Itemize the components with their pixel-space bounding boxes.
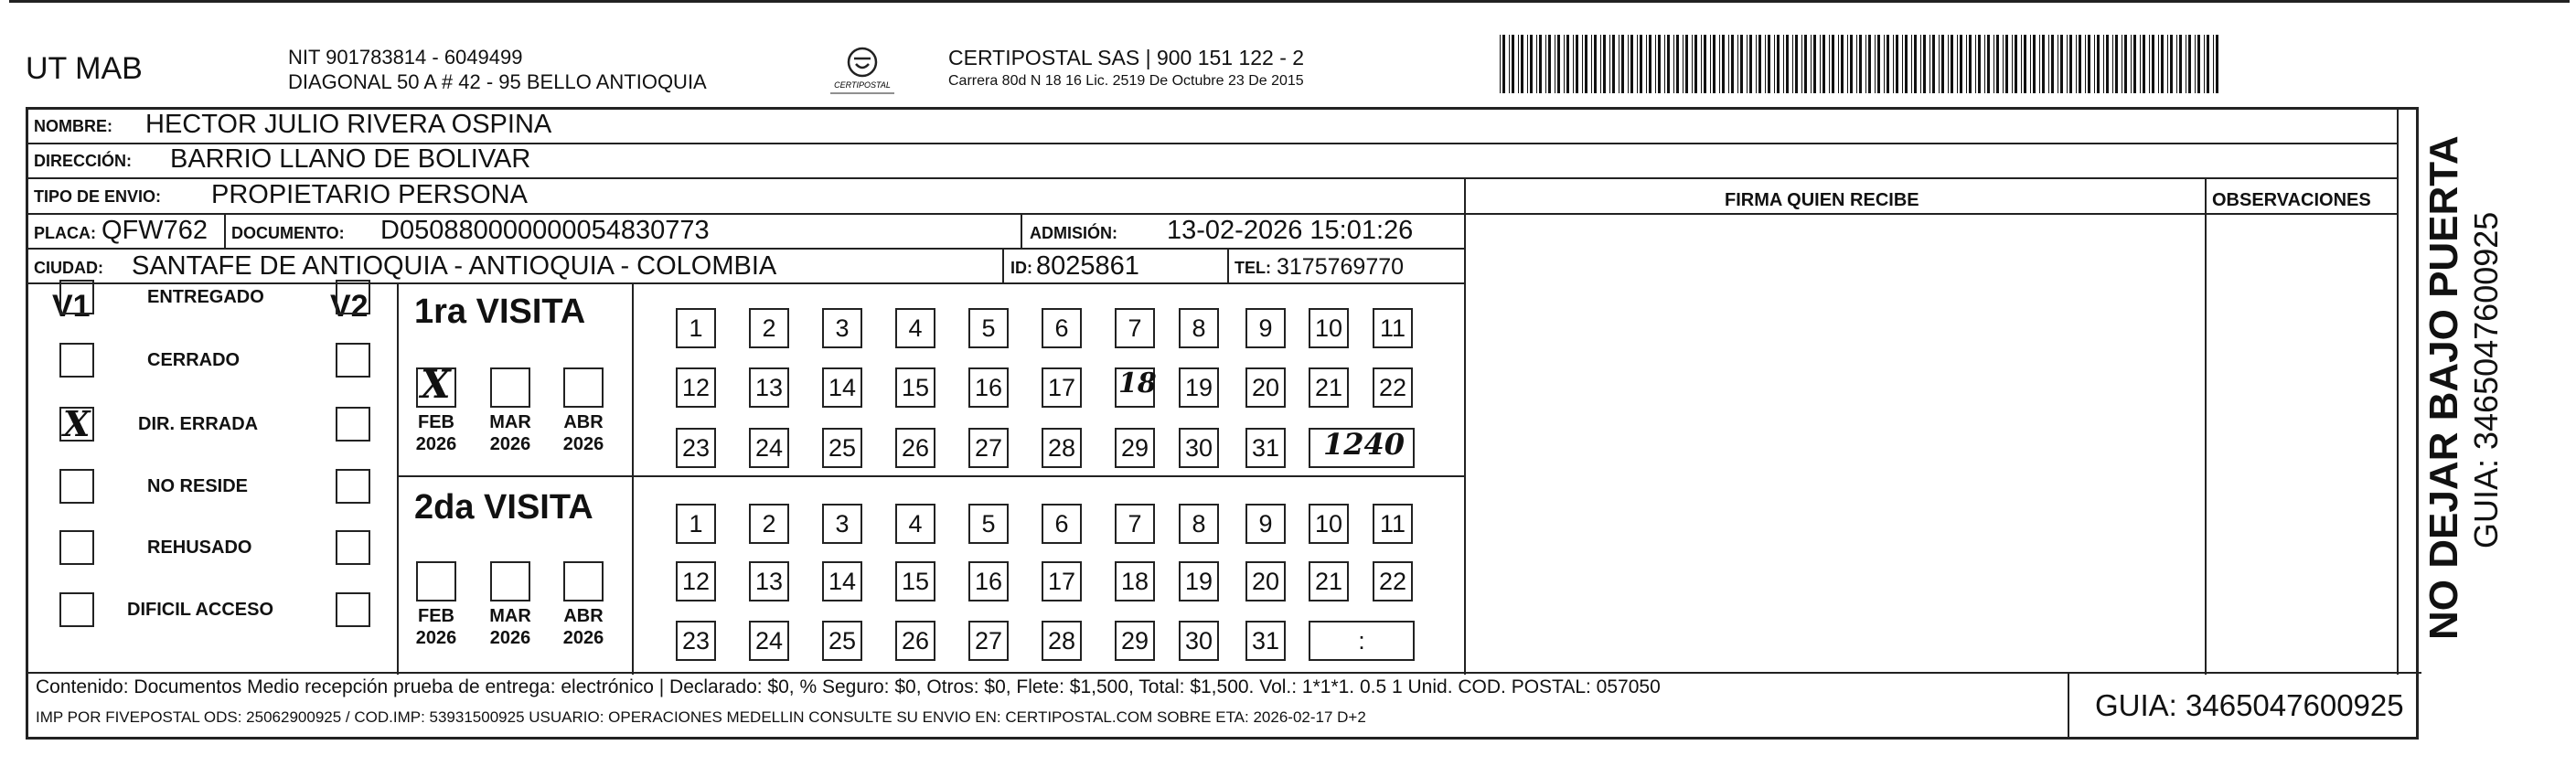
day-box[interactable]: 27 xyxy=(968,428,1009,468)
day-box[interactable]: 24 xyxy=(749,621,789,661)
day-box[interactable] xyxy=(1115,367,1155,408)
day-box[interactable]: 6 xyxy=(1042,308,1082,348)
day-box[interactable]: 20 xyxy=(1245,367,1286,408)
divider xyxy=(2397,110,2399,675)
day-box[interactable]: 31 xyxy=(1245,621,1286,661)
divider xyxy=(28,672,2421,674)
time-handwritten: 1240 xyxy=(1323,427,1406,462)
footer-impresion: IMP POR FIVEPOSTAL ODS: 25062900925 / COD.IMP: 53931500925 USUARIO: OPERACIONES MEDELLIN CONSULTE SU ENVIO EN: CERTIPOSTAL.COM SOBRE ETA: 2026-02-17 D+2 xyxy=(36,708,1366,726)
direccion-label: DIRECCIÓN: xyxy=(34,152,132,170)
day-box[interactable]: 14 xyxy=(822,561,862,601)
divider xyxy=(28,177,2397,179)
divider xyxy=(2205,177,2207,675)
day-box[interactable]: 2 xyxy=(749,308,789,348)
v1-checkbox[interactable] xyxy=(59,343,94,378)
day-box[interactable]: 11 xyxy=(1373,308,1413,348)
day-box[interactable]: 16 xyxy=(968,367,1009,408)
v1-checkbox[interactable] xyxy=(59,280,94,314)
day-box[interactable]: 25 xyxy=(822,428,862,468)
footer-contenido: Contenido: Documentos Medio recepción prueba de entrega: electrónico | Declarado: $0, % Seguro: $0, Otros: $0, Flete: $1,500, Total: $1,500. Vol.: 1*1*1. 0.5 1 Unid. COD. POSTAL: 057050 xyxy=(36,676,1661,697)
carrier-address: Carrera 80d N 18 16 Lic. 2519 De Octubre 23 De 2015 xyxy=(948,73,1304,89)
day-box[interactable]: 7 xyxy=(1115,308,1155,348)
day-box[interactable]: 23 xyxy=(676,428,716,468)
svg-text:CERTIPOSTAL: CERTIPOSTAL xyxy=(834,80,891,90)
day-box[interactable]: 21 xyxy=(1309,561,1349,601)
month-checkbox[interactable] xyxy=(563,367,604,408)
v2-checkbox[interactable] xyxy=(336,280,370,314)
day-box[interactable]: 14 xyxy=(822,367,862,408)
divider xyxy=(28,248,1464,250)
day-box[interactable]: 16 xyxy=(968,561,1009,601)
day-box[interactable]: 3 xyxy=(822,308,862,348)
barcode xyxy=(1500,35,2227,93)
day-box[interactable]: 15 xyxy=(895,367,935,408)
month-label: FEB 2026 xyxy=(415,412,457,454)
v2-checkbox[interactable] xyxy=(336,469,370,504)
direccion-value: BARRIO LLANO DE BOLIVAR xyxy=(170,144,531,174)
nombre-value: HECTOR JULIO RIVERA OSPINA xyxy=(145,110,552,139)
company-address: DIAGONAL 50 A # 42 - 95 BELLO ANTIOQUIA xyxy=(288,70,707,93)
id-label: ID: xyxy=(1010,259,1032,277)
ciudad-value: SANTAFE DE ANTIOQUIA - ANTIOQUIA - COLOMBIA xyxy=(132,251,777,281)
day-box[interactable]: 21 xyxy=(1309,367,1349,408)
v1-checkbox[interactable] xyxy=(59,469,94,504)
day-box[interactable]: 19 xyxy=(1179,561,1219,601)
day-box[interactable]: 4 xyxy=(895,504,935,544)
day-box[interactable]: 15 xyxy=(895,561,935,601)
day-box[interactable]: 25 xyxy=(822,621,862,661)
day-box[interactable]: 13 xyxy=(749,561,789,601)
day-box[interactable]: 10 xyxy=(1309,504,1349,544)
guia-number: GUIA: 3465047600925 xyxy=(2095,688,2404,722)
top-border xyxy=(9,0,2570,3)
tel-value: 3175769770 xyxy=(1277,254,1405,280)
documento-label: DOCUMENTO: xyxy=(231,224,345,242)
day-box[interactable]: 1 xyxy=(676,504,716,544)
option-label: DIFICIL ACCESO xyxy=(127,600,274,620)
day-box[interactable]: 12 xyxy=(676,561,716,601)
day-box[interactable]: 11 xyxy=(1373,504,1413,544)
second-visit-title: 2da VISITA xyxy=(414,488,593,527)
ciudad-label: CIUDAD: xyxy=(34,259,103,277)
tel-label: TEL: xyxy=(1235,259,1271,277)
side-guia-number: GUIA: 3465047600925 xyxy=(2467,211,2505,548)
check-mark: X xyxy=(63,403,91,444)
first-visit-title: 1ra VISITA xyxy=(414,293,586,331)
month-checkbox[interactable] xyxy=(563,561,604,601)
divider xyxy=(224,213,226,248)
documento-value: D050880000000054830773 xyxy=(380,216,710,245)
company-name: UT MAB xyxy=(26,51,143,86)
delivery-form xyxy=(26,107,2419,740)
carrier-name: CERTIPOSTAL SAS | 900 151 122 - 2 xyxy=(948,46,1305,69)
day-box[interactable]: 9 xyxy=(1245,308,1286,348)
divider xyxy=(632,282,634,675)
day-box[interactable]: 17 xyxy=(1042,367,1082,408)
v2-checkbox[interactable] xyxy=(336,530,370,565)
v1-header: V1 xyxy=(52,289,91,324)
day-box[interactable]: 12 xyxy=(676,367,716,408)
admision-value: 13-02-2026 15:01:26 xyxy=(1167,216,1414,245)
tipo-envio-label: TIPO DE ENVIO: xyxy=(34,187,162,206)
month-checkbox[interactable] xyxy=(416,362,456,408)
month-label: MAR 2026 xyxy=(489,412,531,454)
v1-checkbox[interactable] xyxy=(59,403,94,444)
day-box[interactable]: 19 xyxy=(1179,367,1219,408)
day-box[interactable]: 28 xyxy=(1042,621,1082,661)
nombre-label: NOMBRE: xyxy=(34,117,112,135)
month-label: ABR 2026 xyxy=(562,606,604,648)
month-checkbox[interactable] xyxy=(490,561,530,601)
guia-box xyxy=(2068,672,2428,740)
day-box[interactable]: 9 xyxy=(1245,504,1286,544)
month-label: MAR 2026 xyxy=(489,606,531,648)
option-label: NO RESIDE xyxy=(147,476,249,496)
divider xyxy=(28,282,1464,284)
divider xyxy=(397,475,1464,477)
day-box[interactable]: 2 xyxy=(749,504,789,544)
observaciones-header: OBSERVACIONES xyxy=(2212,190,2371,210)
day-box[interactable]: 8 xyxy=(1179,504,1219,544)
v2-checkbox[interactable] xyxy=(336,343,370,378)
day-box[interactable]: 26 xyxy=(895,621,935,661)
month-mark: X xyxy=(421,362,451,407)
option-label: ENTREGADO xyxy=(147,287,264,307)
day-box[interactable]: 26 xyxy=(895,428,935,468)
divider xyxy=(1021,213,1022,248)
certipostal-logo xyxy=(821,44,903,99)
v1-checkbox[interactable] xyxy=(59,592,94,627)
company-nit: NIT 901783814 - 6049499 xyxy=(288,46,523,69)
divider xyxy=(28,213,1464,215)
day-box[interactable]: 22 xyxy=(1373,561,1413,601)
option-label: DIR. ERRADA xyxy=(138,414,259,434)
no-dejar-bajo-puerta: NO DEJAR BAJO PUERTA xyxy=(2421,135,2466,640)
day-box[interactable]: 22 xyxy=(1373,367,1413,408)
option-label: CERRADO xyxy=(147,350,240,370)
divider xyxy=(397,282,399,675)
day-box[interactable]: 4 xyxy=(895,308,935,348)
day-box[interactable]: 28 xyxy=(1042,428,1082,468)
day-box[interactable]: 29 xyxy=(1115,621,1155,661)
day-mark: 18 xyxy=(1118,367,1157,399)
placa-value: QFW762 xyxy=(102,216,208,245)
divider xyxy=(1227,248,1229,282)
day-box[interactable]: 10 xyxy=(1309,308,1349,348)
day-box[interactable]: 23 xyxy=(676,621,716,661)
tipo-envio-value: PROPIETARIO PERSONA xyxy=(211,180,528,209)
divider xyxy=(1464,177,1466,675)
time-box[interactable] xyxy=(1309,428,1415,468)
day-box[interactable]: 5 xyxy=(968,308,1009,348)
divider xyxy=(1002,248,1004,282)
admision-label: ADMISIÓN: xyxy=(1030,224,1117,242)
day-box[interactable]: 6 xyxy=(1042,504,1082,544)
day-box[interactable]: 1 xyxy=(676,308,716,348)
v1-checkbox[interactable] xyxy=(59,530,94,565)
id-value: 8025861 xyxy=(1036,251,1139,281)
option-label: REHUSADO xyxy=(147,538,252,558)
month-checkbox[interactable] xyxy=(416,561,456,601)
firma-header: FIRMA QUIEN RECIBE xyxy=(1725,190,1919,210)
day-box[interactable]: 30 xyxy=(1179,428,1219,468)
day-box[interactable]: 5 xyxy=(968,504,1009,544)
day-box[interactable]: 29 xyxy=(1115,428,1155,468)
day-box[interactable]: 20 xyxy=(1245,561,1286,601)
day-box[interactable]: 3 xyxy=(822,504,862,544)
day-box[interactable]: 30 xyxy=(1179,621,1219,661)
month-label: ABR 2026 xyxy=(562,412,604,454)
month-checkbox[interactable] xyxy=(490,367,530,408)
day-box[interactable]: 31 xyxy=(1245,428,1286,468)
day-box[interactable]: 27 xyxy=(968,621,1009,661)
day-box[interactable]: 24 xyxy=(749,428,789,468)
time-box[interactable]: : xyxy=(1309,621,1415,661)
divider xyxy=(1464,213,2397,215)
day-box[interactable]: 7 xyxy=(1115,504,1155,544)
v2-checkbox[interactable] xyxy=(336,592,370,627)
v2-checkbox[interactable] xyxy=(336,407,370,442)
day-box[interactable]: 18 xyxy=(1115,561,1155,601)
month-label: FEB 2026 xyxy=(415,606,457,648)
day-box[interactable]: 17 xyxy=(1042,561,1082,601)
placa-label: PLACA: xyxy=(34,224,96,242)
v2-header: V2 xyxy=(330,289,369,324)
day-box[interactable]: 8 xyxy=(1179,308,1219,348)
day-box[interactable]: 13 xyxy=(749,367,789,408)
